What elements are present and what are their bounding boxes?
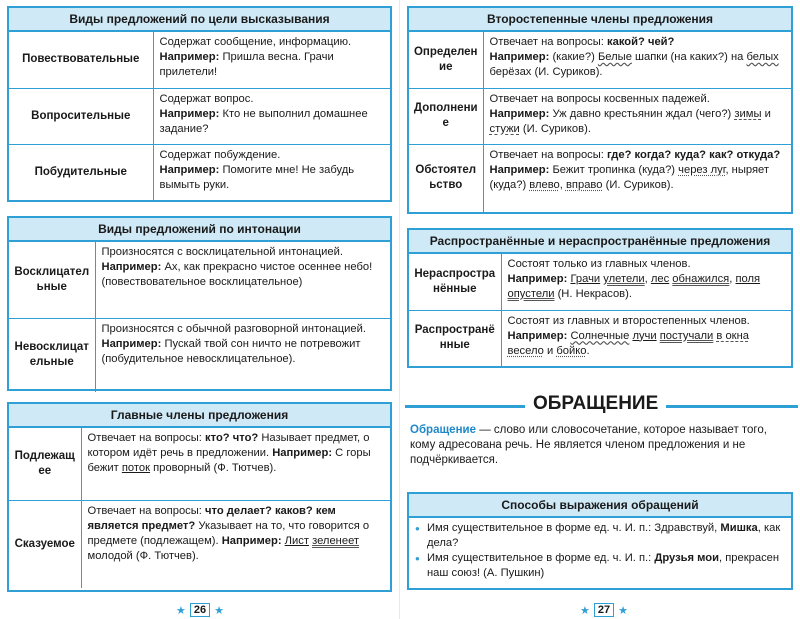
sentence-purpose-box — [7, 6, 392, 202]
section-heading: ОБРАЩЕНИЕ — [525, 393, 666, 415]
purpose-table — [9, 32, 390, 200]
box-title: Виды предложений по интонации — [9, 218, 390, 242]
desc-cell: Состоят только из главных членов. Например: Грачи улетели, лес обнажился, поля опустели (Н. Некрасов). — [507, 258, 761, 300]
table-row — [409, 32, 791, 88]
extended-table — [409, 254, 791, 366]
table-row — [409, 88, 791, 144]
table-row — [409, 310, 791, 366]
desc-cell: Содержат сообщение, информацию. Например: Пришла весна. Грачи прилетели! — [159, 36, 352, 78]
table-row — [9, 88, 390, 144]
desc-cell: Отвечает на вопросы: что делает? каков? кем является предмет? Указывает на то, что говорится о предмете (подлежащем). Например: Лист зеленеет молодой (Ф. Тютчев). — [81, 500, 390, 588]
address-definition — [410, 423, 795, 468]
desc-cell: Произносятся с восклицательной интонацией. Например: Ах, как прекрасно чистое осеннее небо! (повествовательное восклицательное) — [101, 246, 373, 288]
term-cell: Распространённые — [409, 310, 501, 366]
box-title: Главные члены предложения — [9, 404, 390, 428]
term-cell: Подлежащее — [9, 428, 81, 500]
box-title: Способы выражения обращений — [409, 494, 791, 518]
desc-cell: Отвечает на вопросы: кто? что? Называет предмет, о котором идёт речь в предложении. Например: С горы бежит поток проворный (Ф. Тютчев). — [87, 432, 371, 474]
secondary-members-table — [409, 32, 791, 212]
page-spread-divider — [399, 0, 400, 619]
table-row — [9, 428, 390, 500]
desc-cell: Произносятся с обычной разговорной интонацией. Например: Пускай твой сон ничто не потревожит (побудительное невосклицательное). — [95, 318, 390, 392]
table-row — [9, 144, 390, 200]
star-icon: ★ — [618, 604, 628, 617]
extended-sentences-box — [407, 228, 793, 368]
table-row — [409, 254, 791, 310]
box-title: Виды предложений по цели высказывания — [9, 8, 390, 32]
star-icon: ★ — [214, 604, 224, 617]
desc-cell: Отвечает на вопросы косвенных падежей. Например: Уж давно крестьянин ждал (чего?) зимы и стужи (И. Суриков). — [483, 88, 791, 144]
page-number-left: ★ 26 ★ — [176, 604, 224, 617]
term-cell: Нераспространённые — [409, 254, 501, 310]
term-cell: Невосклицательные — [9, 318, 95, 392]
term-cell: Восклицательные — [9, 242, 95, 318]
desc-cell: Отвечает на вопросы: где? когда? куда? как? откуда? Например: Бежит тропинка (куда?) через луг, ныряет (куда?) влево, вправо (И. Суриков). — [483, 144, 791, 212]
list-item: ● Имя существительное в форме ед. ч. И. п.: Здравствуй, Мишка, как дела? — [415, 521, 785, 551]
page-number-right: ★ 27 ★ — [580, 604, 628, 617]
table-row — [9, 32, 390, 88]
star-icon: ★ — [176, 604, 186, 617]
box-title: Второстепенные члены предложения — [409, 8, 791, 32]
table-row — [409, 144, 791, 212]
term-cell: Повествовательные — [9, 32, 153, 88]
star-icon: ★ — [580, 604, 590, 617]
table-row — [9, 500, 390, 588]
desc-cell: Содержат вопрос. Например: Кто не выполнил домашнее задание? — [153, 88, 390, 144]
sentence-intonation-box — [7, 216, 392, 391]
list-item: ● Имя существительное в форме ед. ч. И. п.: Друзья мои, прекрасен наш союз! (А. Пушкин) — [415, 551, 785, 581]
address-heading — [405, 395, 798, 417]
box-title: Распространённые и нераспространённые предложения — [409, 230, 791, 254]
main-members-table — [9, 428, 390, 588]
desc-cell: Состоят из главных и второстепенных членов. Например: Солнечные лучи постучали в окна весело и бойко. — [501, 310, 791, 366]
definition-text: — слово или словосочетание, которое называет того, кому адресована речь. Не является членом предложения и не подчёркивается. — [410, 424, 767, 466]
term-cell: Определение — [409, 32, 483, 88]
desc-cell: Отвечает на вопросы: какой? чей? Например: (какие?) Белые шапки (на каких?) на белых берёзах (И. Суриков). — [489, 36, 779, 78]
table-row — [9, 242, 390, 318]
address-ways-box — [407, 492, 793, 590]
term-cell: Побудительные — [9, 144, 153, 200]
main-members-box — [7, 402, 392, 592]
term: Обращение — [410, 424, 476, 436]
term-cell: Обстоятельство — [409, 144, 483, 212]
term-cell: Сказуемое — [9, 500, 81, 588]
address-ways-list — [409, 518, 791, 584]
term-cell: Вопросительные — [9, 88, 153, 144]
table-row — [9, 318, 390, 392]
intonation-table — [9, 242, 390, 392]
desc-cell: Содержат побуждение. Например: Помогите мне! Не забудь вымыть руки. — [153, 144, 390, 200]
term-cell: Дополнение — [409, 88, 483, 144]
secondary-members-box — [407, 6, 793, 214]
